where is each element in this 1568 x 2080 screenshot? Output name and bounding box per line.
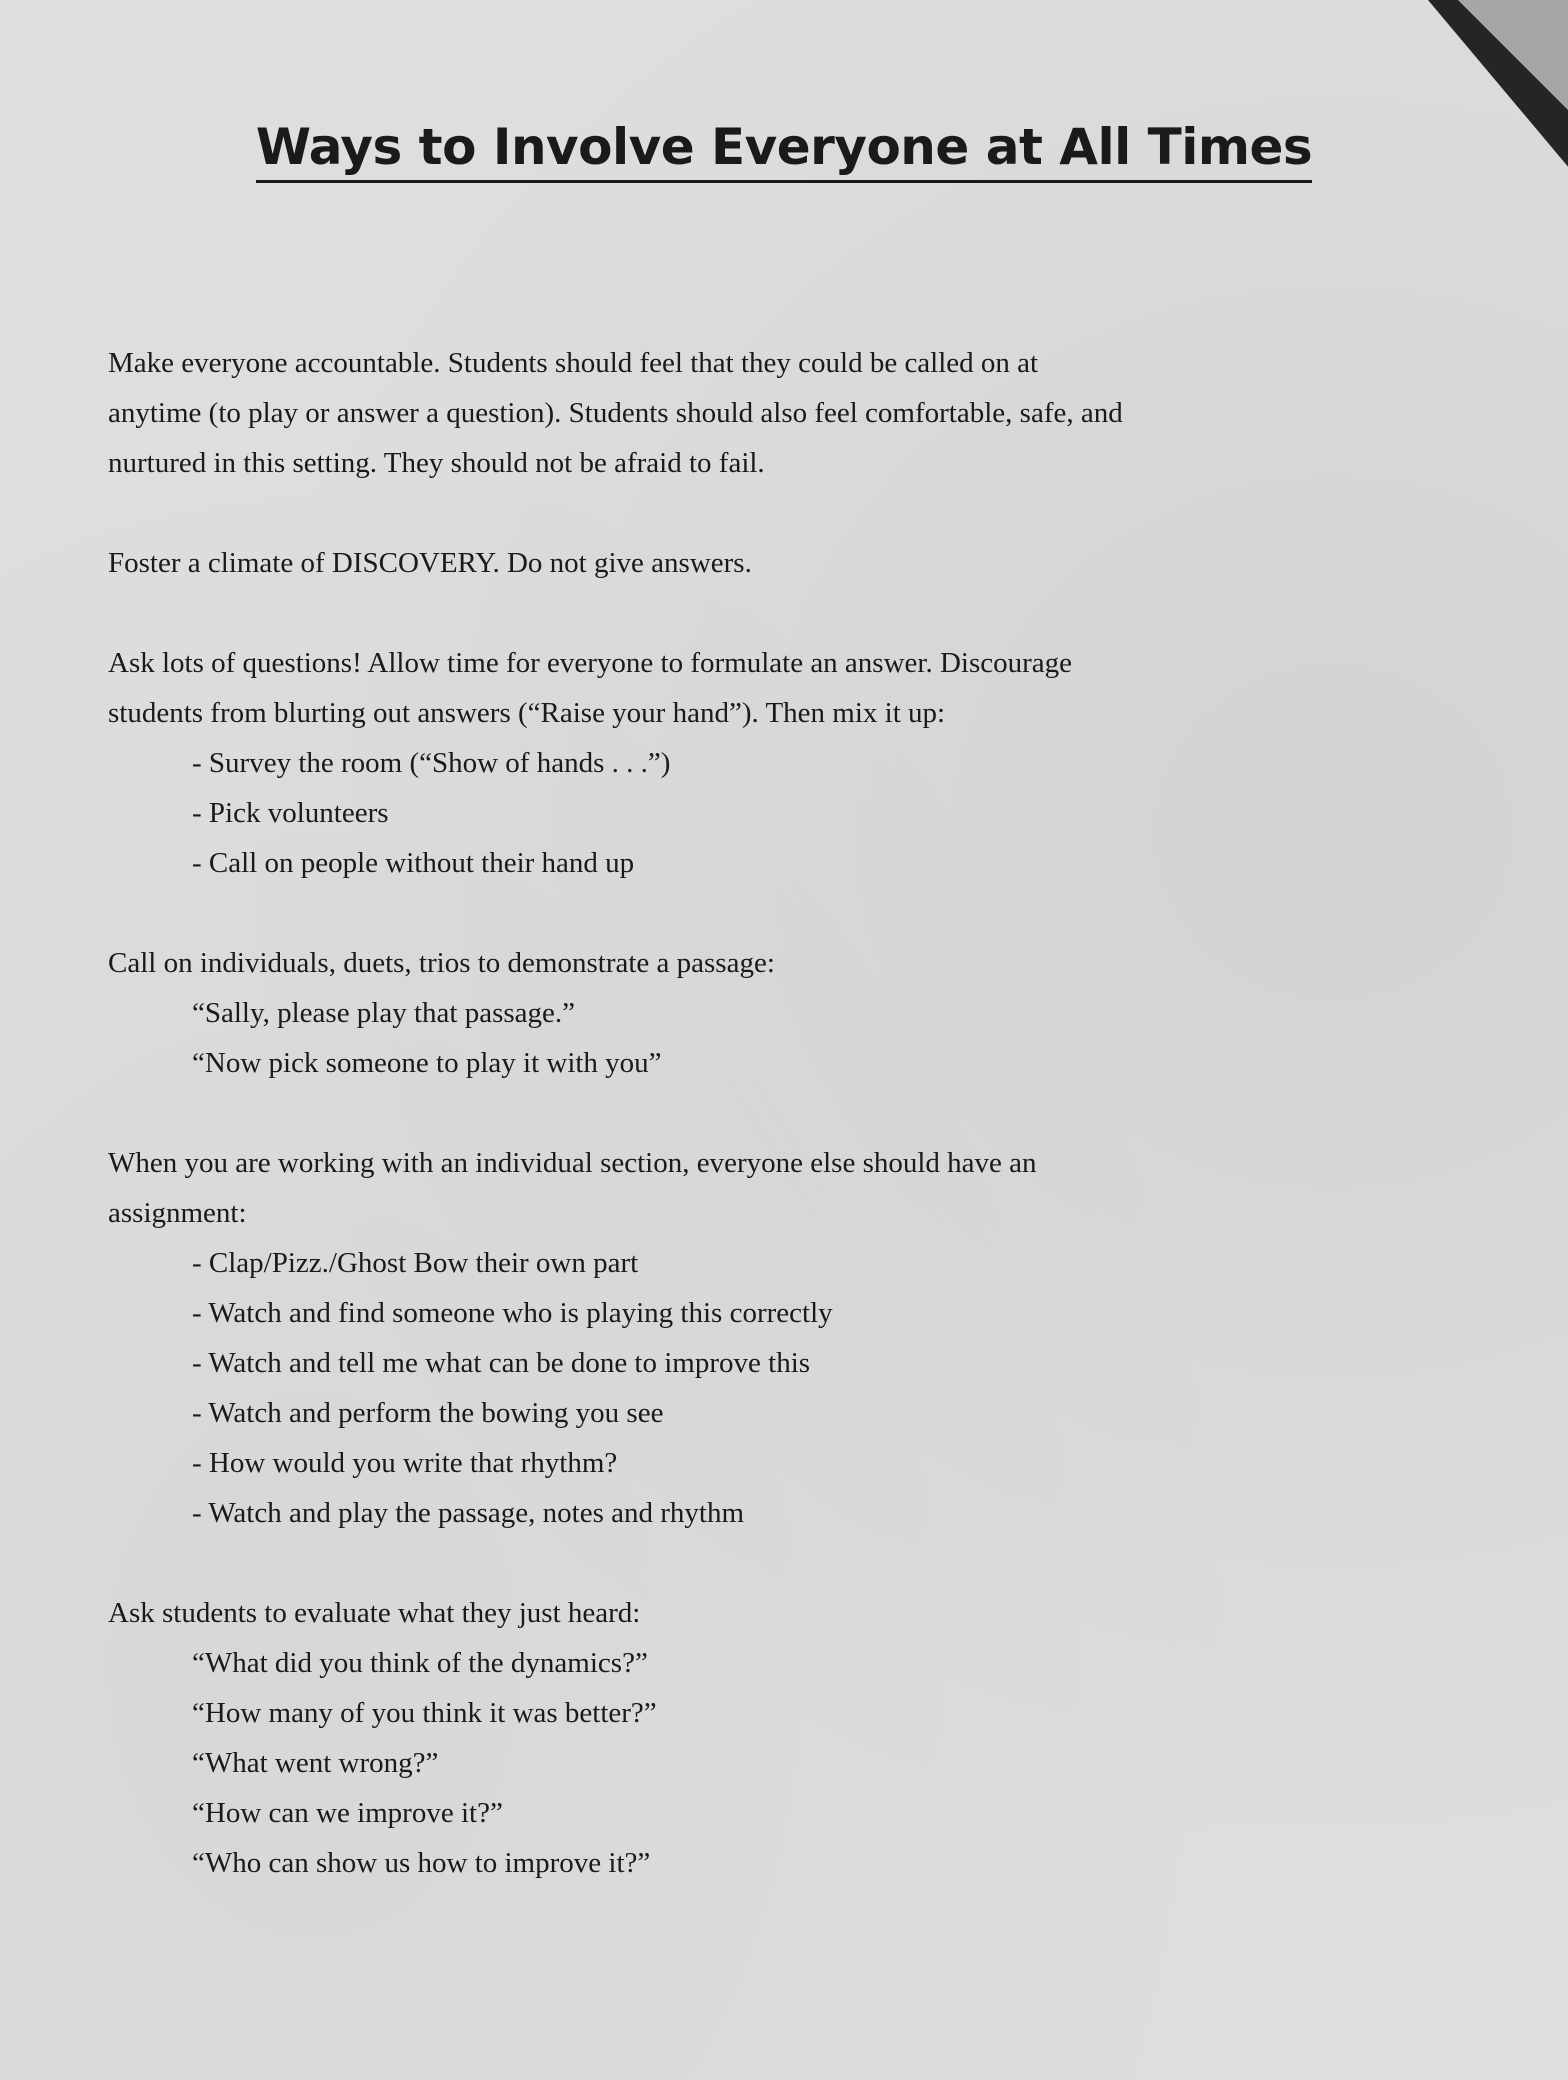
list-item: “What did you think of the dynamics?”	[192, 1647, 648, 1679]
section-questions	[108, 638, 1408, 888]
list-item: “Now pick someone to play it with you”	[192, 1047, 662, 1079]
section-line: Ask lots of questions! Allow time for everyone to formulate an answer. Discourage	[108, 647, 1073, 679]
section-evaluate	[108, 1588, 1408, 1888]
section-assignment	[108, 1138, 1408, 1538]
section-line: When you are working with an individual section, everyone else should have an	[108, 1147, 1037, 1179]
list-item: - Clap/Pizz./Ghost Bow their own part	[192, 1247, 639, 1279]
list-item: - Pick volunteers	[192, 797, 389, 829]
list-item: “How can we improve it?”	[192, 1797, 503, 1829]
list-item: - How would you write that rhythm?	[192, 1447, 618, 1479]
list-item: - Watch and tell me what can be done to improve this	[192, 1347, 811, 1379]
list-item: - Survey the room (“Show of hands . . .”)	[192, 747, 671, 779]
section-line: Make everyone accountable. Students should feel that they could be called on at	[108, 347, 1039, 379]
list-item: “How many of you think it was better?”	[192, 1697, 657, 1729]
section-line: Call on individuals, duets, trios to demonstrate a passage:	[108, 947, 775, 979]
list-item: “Who can show us how to improve it?”	[192, 1847, 651, 1879]
list-item: “Sally, please play that passage.”	[192, 997, 576, 1029]
list-item: - Watch and perform the bowing you see	[192, 1397, 664, 1429]
section-line: anytime (to play or answer a question). Students should also feel comfortable, safe, and	[108, 397, 1123, 429]
section-individuals	[108, 938, 1408, 1088]
page-title	[0, 118, 1568, 176]
page-title-text: Ways to Involve Everyone at All Times	[256, 118, 1312, 183]
section-discovery	[108, 538, 1408, 588]
corner-shadow-mark	[1368, 0, 1568, 220]
list-item: - Watch and play the passage, notes and rhythm	[192, 1497, 745, 1529]
section-line: Foster a climate of DISCOVERY. Do not give answers.	[108, 547, 752, 579]
list-item: - Call on people without their hand up	[192, 847, 635, 879]
list-item: - Watch and find someone who is playing this correctly	[192, 1297, 833, 1329]
document-body	[108, 338, 1408, 1938]
section-line: assignment:	[108, 1197, 247, 1229]
section-line: students from blurting out answers (“Raise your hand”). Then mix it up:	[108, 697, 946, 729]
section-accountable	[108, 338, 1408, 488]
section-line: Ask students to evaluate what they just heard:	[108, 1597, 641, 1629]
section-line: nurtured in this setting. They should not be afraid to fail.	[108, 447, 765, 479]
list-item: “What went wrong?”	[192, 1747, 439, 1779]
